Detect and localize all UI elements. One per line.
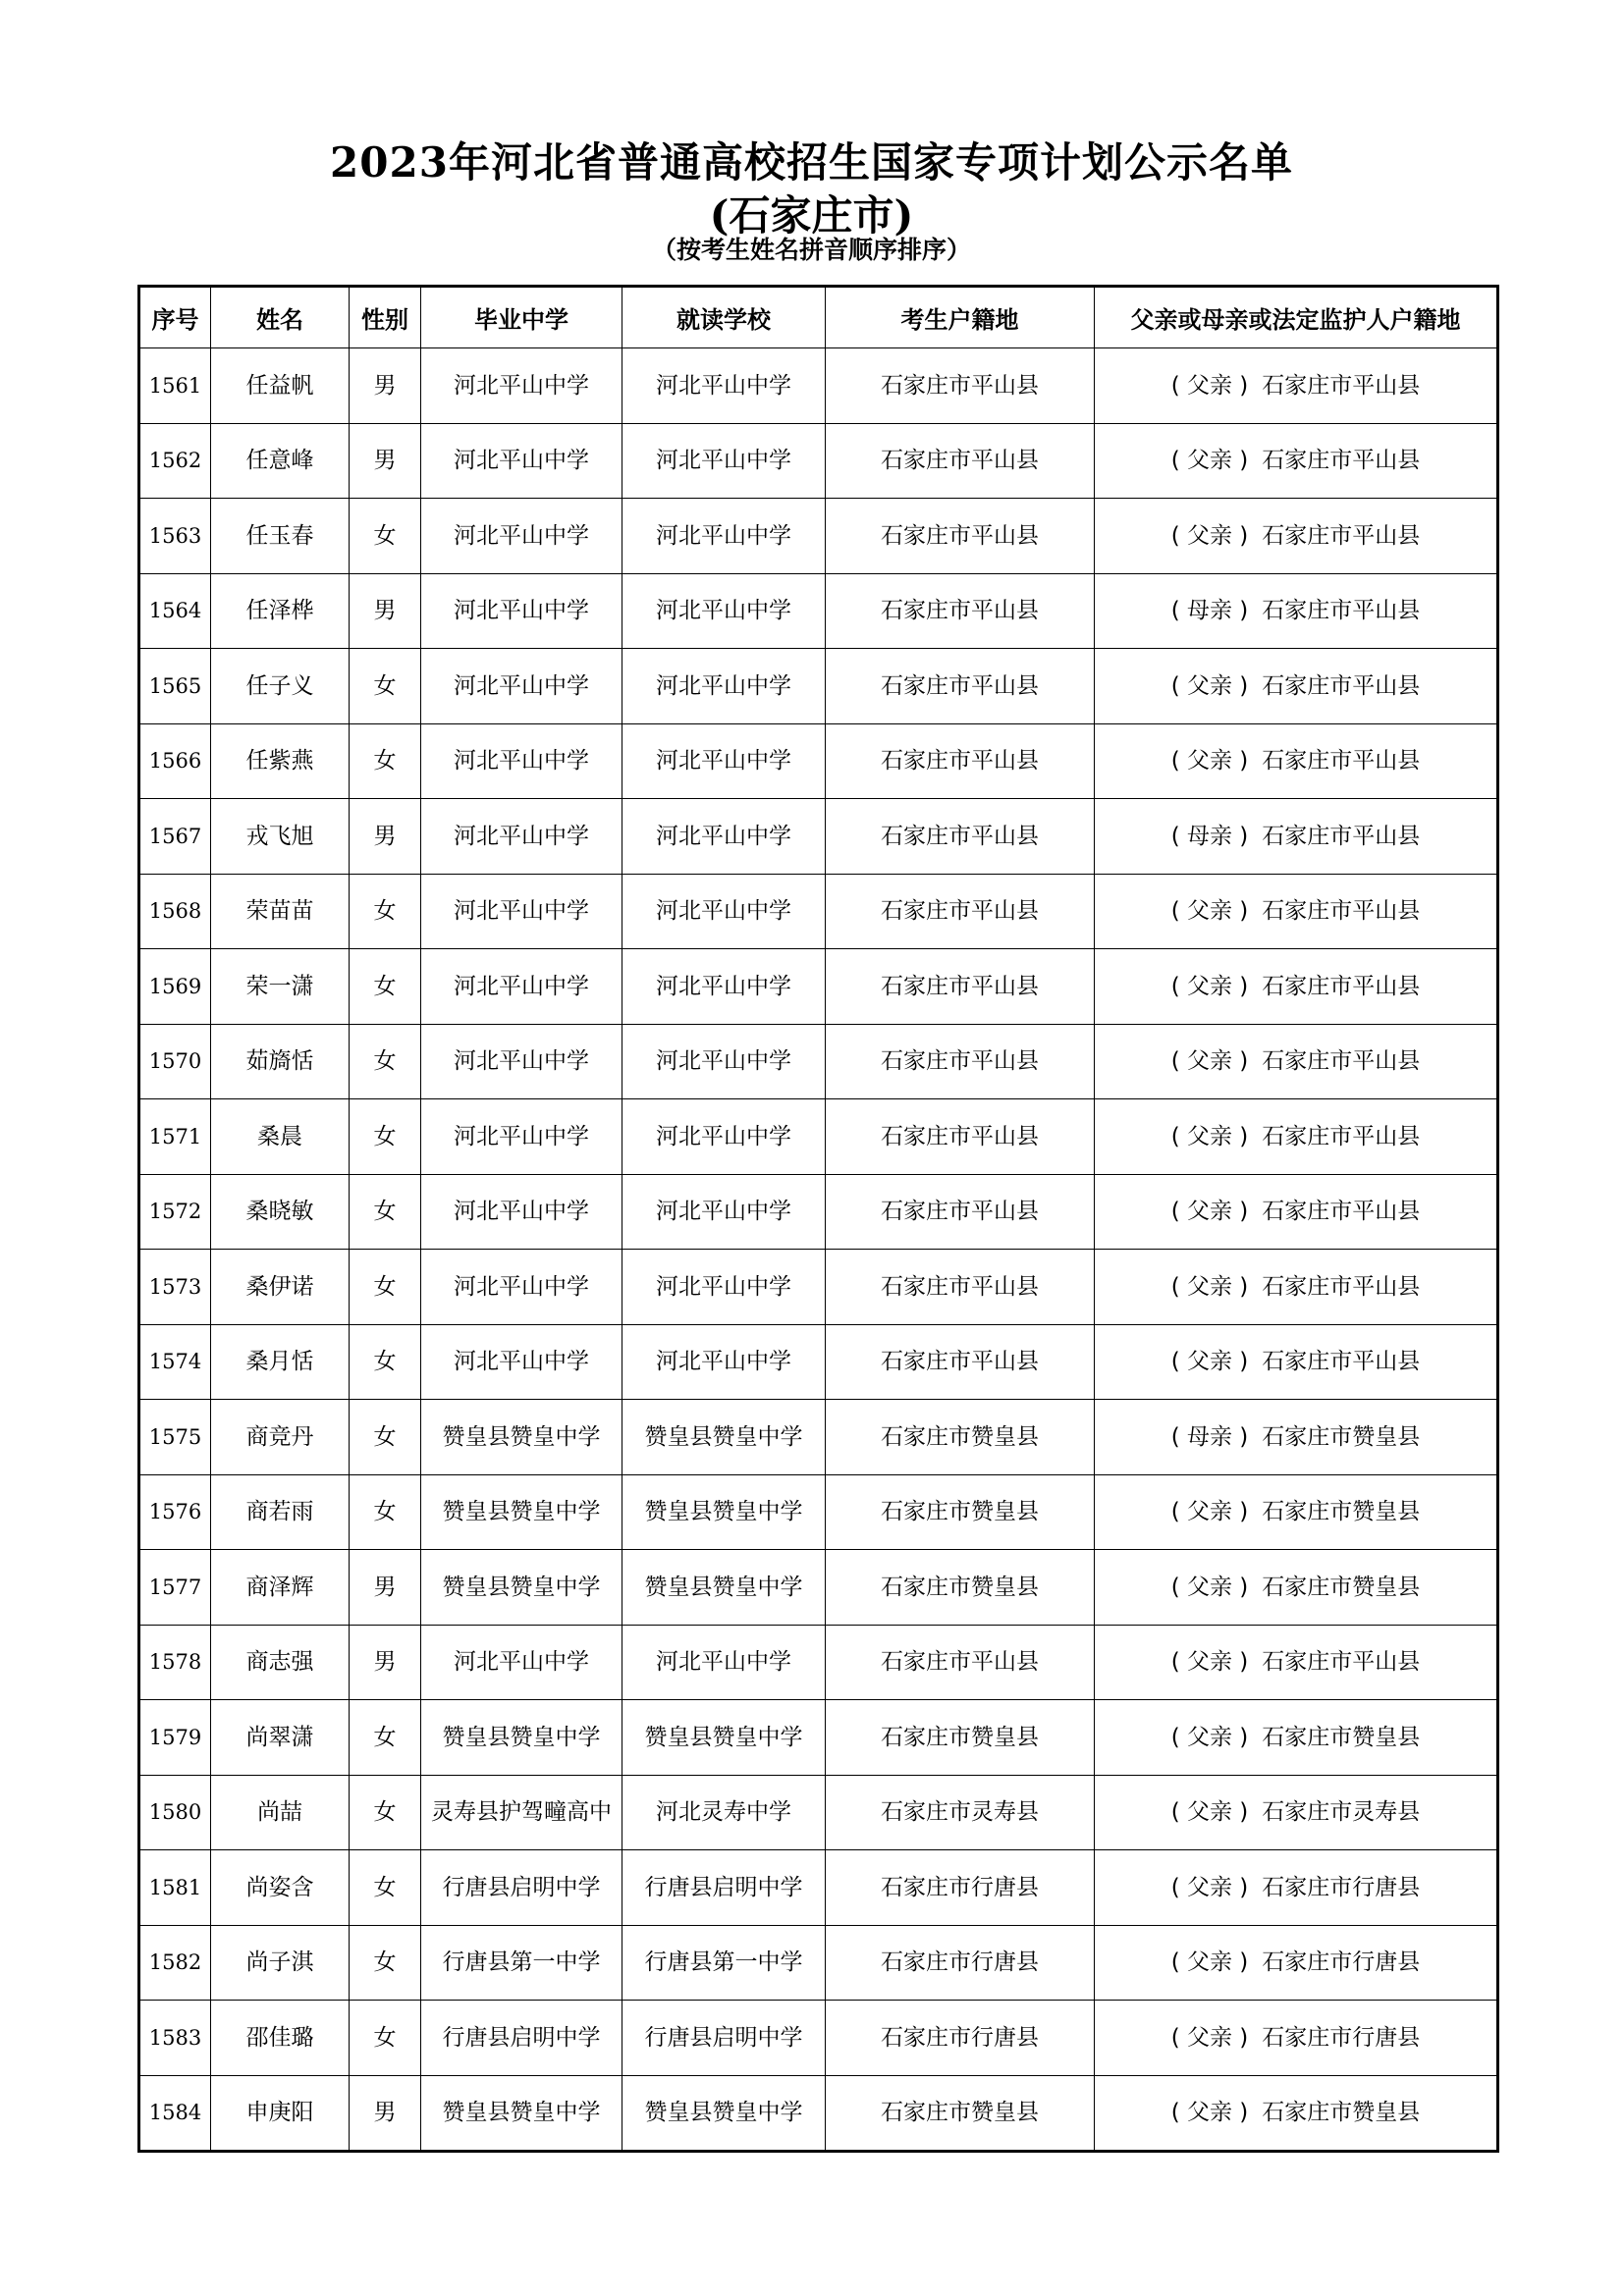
col-header-graduation-school: 毕业中学 (421, 287, 622, 348)
table-row (139, 1099, 1498, 1175)
table-row (139, 1474, 1498, 1550)
cell-name: 桑伊诺 (211, 1250, 350, 1325)
cell-current-school: 赞皇县赞皇中学 (622, 1550, 826, 1626)
guardian-relation: ( 父亲 ) (1170, 1799, 1249, 1826)
cell-name: 任泽桦 (211, 573, 350, 649)
table-row (139, 1550, 1498, 1626)
cell-current-school: 行唐县启明中学 (622, 1850, 826, 1926)
cell-graduation-school: 河北平山中学 (421, 1174, 622, 1250)
guardian-relation: ( 父亲 ) (1170, 1199, 1249, 1225)
guardian-relation: ( 父亲 ) (1170, 372, 1249, 399)
cell-name: 商若雨 (211, 1474, 350, 1550)
cell-index: 1564 (139, 573, 211, 649)
cell-index: 1572 (139, 1174, 211, 1250)
cell-gender: 女 (350, 649, 421, 724)
cell-current-school: 河北平山中学 (622, 1024, 826, 1099)
cell-graduation-school: 行唐县启明中学 (421, 2001, 622, 2076)
cell-guardian-hukou (1095, 949, 1498, 1025)
cell-index: 1576 (139, 1474, 211, 1550)
cell-gender: 女 (350, 723, 421, 799)
guardian-relation: ( 父亲 ) (1170, 1123, 1249, 1149)
cell-index: 1579 (139, 1700, 211, 1776)
cell-guardian-hukou (1095, 649, 1498, 724)
guardian-place: 石家庄市平山县 (1262, 823, 1421, 849)
cell-name: 茹旖恬 (211, 1024, 350, 1099)
table-row (139, 1400, 1498, 1475)
cell-graduation-school: 河北平山中学 (421, 348, 622, 424)
table-row (139, 1850, 1498, 1926)
page-title: 2023年河北省普通高校招生国家专项计划公示名单 (330, 138, 1293, 187)
cell-current-school: 河北平山中学 (622, 874, 826, 949)
cell-student-hukou: 石家庄市平山县 (826, 1324, 1095, 1400)
cell-guardian-hukou (1095, 1850, 1498, 1926)
cell-guardian-hukou (1095, 499, 1498, 574)
guardian-relation: ( 父亲 ) (1170, 448, 1249, 474)
cell-index: 1578 (139, 1625, 211, 1700)
cell-graduation-school: 赞皇县赞皇中学 (421, 2075, 622, 2152)
cell-index: 1570 (139, 1024, 211, 1099)
cell-name: 桑晨 (211, 1099, 350, 1175)
cell-current-school: 赞皇县赞皇中学 (622, 1474, 826, 1550)
guardian-place: 石家庄市平山县 (1262, 1123, 1421, 1149)
table-header-row (139, 287, 1498, 348)
cell-graduation-school: 河北平山中学 (421, 1625, 622, 1700)
cell-guardian-hukou (1095, 723, 1498, 799)
cell-index: 1583 (139, 2001, 211, 2076)
cell-graduation-school: 河北平山中学 (421, 799, 622, 875)
cell-index: 1561 (139, 348, 211, 424)
guardian-relation: ( 父亲 ) (1170, 1349, 1249, 1375)
cell-name: 尚子淇 (211, 1925, 350, 2001)
cell-graduation-school: 河北平山中学 (421, 1250, 622, 1325)
cell-current-school: 河北平山中学 (622, 1324, 826, 1400)
cell-student-hukou: 石家庄市赞皇县 (826, 1400, 1095, 1475)
guardian-relation: ( 父亲 ) (1170, 1874, 1249, 1900)
cell-guardian-hukou (1095, 1700, 1498, 1776)
cell-current-school: 河北平山中学 (622, 499, 826, 574)
cell-gender: 女 (350, 1024, 421, 1099)
cell-index: 1580 (139, 1775, 211, 1850)
guardian-place: 石家庄市赞皇县 (1262, 1574, 1421, 1600)
cell-gender: 女 (350, 1850, 421, 1926)
cell-current-school: 河北平山中学 (622, 1625, 826, 1700)
cell-gender: 男 (350, 1625, 421, 1700)
cell-name: 申庚阳 (211, 2075, 350, 2152)
cell-name: 任玉春 (211, 499, 350, 574)
cell-index: 1577 (139, 1550, 211, 1626)
cell-graduation-school: 行唐县启明中学 (421, 1850, 622, 1926)
table-row (139, 1700, 1498, 1776)
cell-gender: 女 (350, 1700, 421, 1776)
table-row (139, 1625, 1498, 1700)
cell-guardian-hukou (1095, 1024, 1498, 1099)
cell-student-hukou: 石家庄市平山县 (826, 499, 1095, 574)
cell-gender: 女 (350, 1324, 421, 1400)
cell-current-school: 赞皇县赞皇中学 (622, 1700, 826, 1776)
cell-graduation-school: 河北平山中学 (421, 499, 622, 574)
cell-current-school: 河北平山中学 (622, 573, 826, 649)
cell-graduation-school: 赞皇县赞皇中学 (421, 1550, 622, 1626)
cell-gender: 女 (350, 1250, 421, 1325)
guardian-relation: ( 父亲 ) (1170, 748, 1249, 774)
cell-guardian-hukou (1095, 1474, 1498, 1550)
table-row (139, 1174, 1498, 1250)
cell-current-school: 河北平山中学 (622, 799, 826, 875)
cell-student-hukou: 石家庄市行唐县 (826, 1925, 1095, 2001)
table-row (139, 874, 1498, 949)
cell-current-school: 赞皇县赞皇中学 (622, 1400, 826, 1475)
cell-guardian-hukou (1095, 423, 1498, 499)
cell-student-hukou: 石家庄市赞皇县 (826, 1474, 1095, 1550)
cell-student-hukou: 石家庄市平山县 (826, 723, 1095, 799)
cell-gender: 男 (350, 799, 421, 875)
cell-index: 1565 (139, 649, 211, 724)
cell-graduation-school: 河北平山中学 (421, 1024, 622, 1099)
guardian-place: 石家庄市平山县 (1262, 973, 1421, 999)
cell-guardian-hukou (1095, 2075, 1498, 2152)
cell-current-school: 河北平山中学 (622, 1250, 826, 1325)
table-row (139, 649, 1498, 724)
cell-guardian-hukou (1095, 1925, 1498, 2001)
cell-current-school: 河北平山中学 (622, 949, 826, 1025)
guardian-relation: ( 母亲 ) (1170, 1423, 1249, 1450)
guardian-place: 石家庄市赞皇县 (1262, 1499, 1421, 1525)
guardian-place: 石家庄市平山县 (1262, 372, 1421, 399)
cell-graduation-school: 河北平山中学 (421, 1099, 622, 1175)
cell-name: 桑月恬 (211, 1324, 350, 1400)
guardian-place: 石家庄市平山县 (1262, 748, 1421, 774)
page-subtitle-city: (石家庄市) (709, 191, 914, 240)
cell-name: 任意峰 (211, 423, 350, 499)
admission-list-table (137, 285, 1499, 2153)
cell-graduation-school: 河北平山中学 (421, 723, 622, 799)
table-row (139, 1250, 1498, 1325)
guardian-place: 石家庄市平山县 (1262, 672, 1421, 699)
cell-name: 邵佳璐 (211, 2001, 350, 2076)
col-header-gender: 性别 (350, 287, 421, 348)
cell-graduation-school: 赞皇县赞皇中学 (421, 1400, 622, 1475)
table-row (139, 348, 1498, 424)
cell-student-hukou: 石家庄市平山县 (826, 1024, 1095, 1099)
cell-name: 尚翠潇 (211, 1700, 350, 1776)
cell-guardian-hukou (1095, 573, 1498, 649)
cell-name: 任益帆 (211, 348, 350, 424)
cell-current-school: 河北灵寿中学 (622, 1775, 826, 1850)
cell-student-hukou: 石家庄市平山县 (826, 799, 1095, 875)
table-row (139, 2001, 1498, 2076)
cell-graduation-school: 河北平山中学 (421, 874, 622, 949)
guardian-relation: ( 父亲 ) (1170, 1949, 1249, 1976)
cell-graduation-school: 河北平山中学 (421, 423, 622, 499)
cell-name: 尚喆 (211, 1775, 350, 1850)
table-row (139, 573, 1498, 649)
cell-student-hukou: 石家庄市平山县 (826, 874, 1095, 949)
cell-index: 1569 (139, 949, 211, 1025)
col-header-name: 姓名 (211, 287, 350, 348)
guardian-place: 石家庄市行唐县 (1262, 1874, 1421, 1900)
cell-name: 任子义 (211, 649, 350, 724)
cell-guardian-hukou (1095, 1625, 1498, 1700)
guardian-relation: ( 父亲 ) (1170, 1724, 1249, 1750)
cell-guardian-hukou (1095, 1550, 1498, 1626)
cell-graduation-school: 河北平山中学 (421, 1324, 622, 1400)
cell-gender: 女 (350, 874, 421, 949)
cell-index: 1568 (139, 874, 211, 949)
cell-graduation-school: 河北平山中学 (421, 949, 622, 1025)
cell-index: 1573 (139, 1250, 211, 1325)
guardian-relation: ( 父亲 ) (1170, 898, 1249, 925)
guardian-place: 石家庄市平山县 (1262, 1273, 1421, 1300)
guardian-relation: ( 父亲 ) (1170, 1499, 1249, 1525)
cell-guardian-hukou (1095, 1174, 1498, 1250)
cell-student-hukou: 石家庄市平山县 (826, 649, 1095, 724)
cell-name: 商志强 (211, 1625, 350, 1700)
cell-graduation-school: 赞皇县赞皇中学 (421, 1474, 622, 1550)
guardian-place: 石家庄市赞皇县 (1262, 1724, 1421, 1750)
guardian-place: 石家庄市平山县 (1262, 598, 1421, 624)
cell-gender: 女 (350, 1099, 421, 1175)
cell-current-school: 河北平山中学 (622, 1099, 826, 1175)
cell-current-school: 河北平山中学 (622, 348, 826, 424)
table-row (139, 799, 1498, 875)
guardian-relation: ( 父亲 ) (1170, 973, 1249, 999)
cell-gender: 女 (350, 1174, 421, 1250)
cell-student-hukou: 石家庄市行唐县 (826, 1850, 1095, 1926)
cell-gender: 女 (350, 949, 421, 1025)
cell-student-hukou: 石家庄市平山县 (826, 573, 1095, 649)
cell-gender: 女 (350, 1775, 421, 1850)
cell-guardian-hukou (1095, 1775, 1498, 1850)
cell-graduation-school: 河北平山中学 (421, 649, 622, 724)
cell-guardian-hukou (1095, 1400, 1498, 1475)
guardian-place: 石家庄市平山县 (1262, 1199, 1421, 1225)
cell-guardian-hukou (1095, 1250, 1498, 1325)
cell-guardian-hukou (1095, 799, 1498, 875)
cell-student-hukou: 石家庄市灵寿县 (826, 1775, 1095, 1850)
guardian-place: 石家庄市平山县 (1262, 1048, 1421, 1075)
cell-student-hukou: 石家庄市平山县 (826, 949, 1095, 1025)
cell-gender: 女 (350, 1925, 421, 2001)
guardian-place: 石家庄市赞皇县 (1262, 1423, 1421, 1450)
table-row (139, 2075, 1498, 2152)
cell-guardian-hukou (1095, 2001, 1498, 2076)
guardian-place: 石家庄市平山县 (1262, 448, 1421, 474)
cell-student-hukou: 石家庄市平山县 (826, 423, 1095, 499)
cell-student-hukou: 石家庄市平山县 (826, 348, 1095, 424)
table-row (139, 423, 1498, 499)
col-header-guardian-hukou: 父亲或母亲或法定监护人户籍地 (1095, 287, 1498, 348)
cell-graduation-school: 赞皇县赞皇中学 (421, 1700, 622, 1776)
cell-gender: 女 (350, 499, 421, 574)
cell-gender: 男 (350, 1550, 421, 1626)
guardian-relation: ( 父亲 ) (1170, 1574, 1249, 1600)
cell-current-school: 行唐县启明中学 (622, 2001, 826, 2076)
cell-gender: 女 (350, 1400, 421, 1475)
cell-graduation-school: 行唐县第一中学 (421, 1925, 622, 2001)
guardian-relation: ( 父亲 ) (1170, 2100, 1249, 2126)
col-header-index: 序号 (139, 287, 211, 348)
cell-graduation-school: 河北平山中学 (421, 573, 622, 649)
guardian-place: 石家庄市平山县 (1262, 522, 1421, 549)
cell-student-hukou: 石家庄市赞皇县 (826, 1550, 1095, 1626)
cell-student-hukou: 石家庄市赞皇县 (826, 1700, 1095, 1776)
cell-index: 1567 (139, 799, 211, 875)
cell-index: 1574 (139, 1324, 211, 1400)
guardian-place: 石家庄市行唐县 (1262, 1949, 1421, 1976)
guardian-place: 石家庄市赞皇县 (1262, 2100, 1421, 2126)
cell-current-school: 河北平山中学 (622, 649, 826, 724)
cell-name: 商竞丹 (211, 1400, 350, 1475)
cell-gender: 男 (350, 423, 421, 499)
cell-index: 1575 (139, 1400, 211, 1475)
guardian-relation: ( 父亲 ) (1170, 1048, 1249, 1075)
table-row (139, 1324, 1498, 1400)
cell-student-hukou: 石家庄市平山县 (826, 1625, 1095, 1700)
cell-name: 尚姿含 (211, 1850, 350, 1926)
cell-gender: 女 (350, 1474, 421, 1550)
cell-index: 1584 (139, 2075, 211, 2152)
cell-guardian-hukou (1095, 348, 1498, 424)
cell-student-hukou: 石家庄市行唐县 (826, 2001, 1095, 2076)
table-row (139, 949, 1498, 1025)
cell-current-school: 河北平山中学 (622, 1174, 826, 1250)
cell-name: 荣苗苗 (211, 874, 350, 949)
cell-index: 1562 (139, 423, 211, 499)
cell-index: 1582 (139, 1925, 211, 2001)
cell-name: 桑晓敏 (211, 1174, 350, 1250)
cell-current-school: 河北平山中学 (622, 723, 826, 799)
guardian-place: 石家庄市行唐县 (1262, 2024, 1421, 2051)
col-header-student-hukou: 考生户籍地 (826, 287, 1095, 348)
cell-index: 1571 (139, 1099, 211, 1175)
table-row (139, 1024, 1498, 1099)
guardian-relation: ( 母亲 ) (1170, 823, 1249, 849)
guardian-place: 石家庄市灵寿县 (1262, 1799, 1421, 1826)
cell-name: 戎飞旭 (211, 799, 350, 875)
col-header-current-school: 就读学校 (622, 287, 826, 348)
guardian-relation: ( 母亲 ) (1170, 598, 1249, 624)
cell-gender: 男 (350, 2075, 421, 2152)
guardian-relation: ( 父亲 ) (1170, 522, 1249, 549)
cell-current-school: 行唐县第一中学 (622, 1925, 826, 2001)
guardian-place: 石家庄市平山县 (1262, 898, 1421, 925)
cell-student-hukou: 石家庄市平山县 (826, 1250, 1095, 1325)
cell-guardian-hukou (1095, 1324, 1498, 1400)
cell-student-hukou: 石家庄市赞皇县 (826, 2075, 1095, 2152)
cell-index: 1581 (139, 1850, 211, 1926)
cell-index: 1563 (139, 499, 211, 574)
cell-gender: 男 (350, 348, 421, 424)
guardian-relation: ( 父亲 ) (1170, 672, 1249, 699)
cell-student-hukou: 石家庄市平山县 (826, 1099, 1095, 1175)
table-row (139, 1775, 1498, 1850)
cell-index: 1566 (139, 723, 211, 799)
sort-note: （按考生姓名拼音顺序排序） (651, 236, 971, 264)
cell-current-school: 赞皇县赞皇中学 (622, 2075, 826, 2152)
cell-guardian-hukou (1095, 874, 1498, 949)
cell-gender: 男 (350, 573, 421, 649)
guardian-relation: ( 父亲 ) (1170, 1273, 1249, 1300)
cell-name: 商泽辉 (211, 1550, 350, 1626)
cell-name: 任紫燕 (211, 723, 350, 799)
cell-current-school: 河北平山中学 (622, 423, 826, 499)
cell-student-hukou: 石家庄市平山县 (826, 1174, 1095, 1250)
table-row (139, 1925, 1498, 2001)
guardian-relation: ( 父亲 ) (1170, 2024, 1249, 2051)
guardian-place: 石家庄市平山县 (1262, 1649, 1421, 1676)
cell-graduation-school: 灵寿县护驾疃高中 (421, 1775, 622, 1850)
table-row (139, 499, 1498, 574)
table-row (139, 723, 1498, 799)
guardian-place: 石家庄市平山县 (1262, 1349, 1421, 1375)
cell-gender: 女 (350, 2001, 421, 2076)
guardian-relation: ( 父亲 ) (1170, 1649, 1249, 1676)
cell-guardian-hukou (1095, 1099, 1498, 1175)
cell-name: 荣一潇 (211, 949, 350, 1025)
